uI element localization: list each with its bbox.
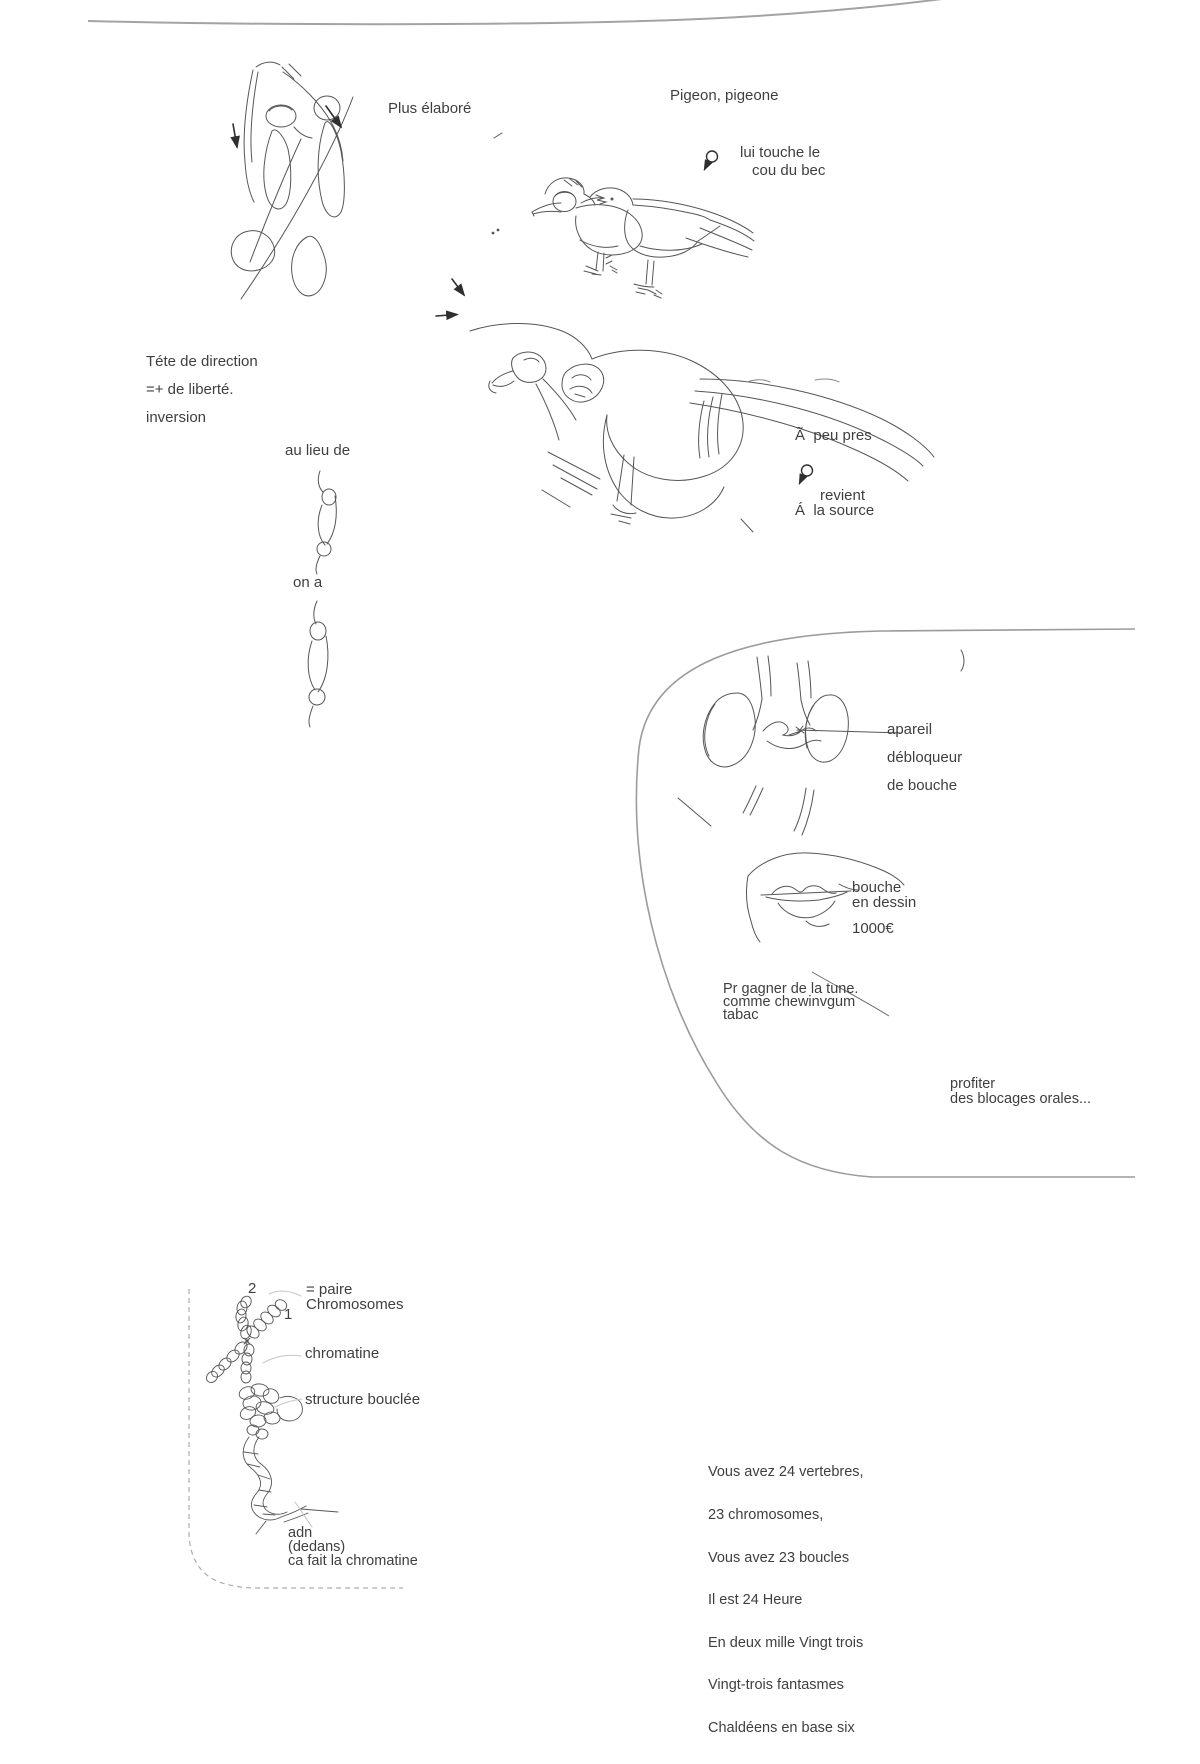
poem-line: Chaldéens en base six	[708, 1719, 855, 1736]
label-pigeon-pigeone: Pigeon, pigeone	[670, 87, 779, 104]
arrow-right-icon	[436, 315, 457, 317]
figure-sketch	[231, 62, 353, 299]
arrow-diagonal-icon	[452, 279, 464, 295]
pin-arrow-icon	[705, 151, 718, 170]
poem-line: Il est 24 Heure	[708, 1592, 803, 1609]
arrow-down-icon	[233, 124, 237, 147]
face-sketch	[678, 650, 964, 835]
label-bouche: bouche	[852, 879, 902, 896]
label-paire: = paire	[306, 1281, 353, 1298]
label-dedans: (dedans)	[288, 1539, 346, 1555]
label-structure-bouclee: structure bouclée	[305, 1391, 421, 1408]
label-gagner-2: comme chewinvgum	[723, 994, 856, 1010]
label-en-dessin: en dessin	[852, 894, 917, 911]
poem-line: Vingt-trois fantasmes	[708, 1677, 844, 1694]
label-gagner-1: Pr gagner de la tune.	[723, 981, 859, 997]
label-lui-touche-2: cou du bec	[752, 162, 826, 179]
arrow-diagonal-icon	[326, 106, 341, 127]
label-tete-direction: Téte de direction	[146, 353, 258, 370]
label-lui-touche-1: lui touche le	[740, 144, 821, 161]
label-de-bouche: de bouche	[887, 777, 958, 794]
label-adn: adn	[288, 1525, 313, 1541]
label-inversion: inversion	[146, 409, 207, 426]
chromosome-sketch	[204, 1294, 338, 1534]
label-num-2: 2	[248, 1280, 257, 1297]
direction-arrow-icons	[233, 106, 464, 316]
poem-line: 23 chromosomes,	[708, 1507, 824, 1523]
label-plus-elabore: Plus élaboré	[388, 100, 472, 117]
poem-line: Vous avez 24 vertebres,	[708, 1464, 864, 1481]
twist-sketch-2	[308, 601, 328, 727]
label-au-lieu-de: au lieu de	[285, 442, 351, 459]
label-profiter-2: des blocages orales...	[950, 1091, 1092, 1107]
label-gagner-3: tabac	[723, 1007, 759, 1023]
label-on-a: on a	[293, 574, 323, 591]
label-chromatine: chromatine	[305, 1345, 380, 1362]
label-chromatine-note: ca fait la chromatine	[288, 1553, 418, 1569]
poem-block	[708, 1437, 864, 1764]
label-a-peu-pres: Ã peu pres	[795, 427, 872, 444]
top-curve-line	[88, 0, 942, 24]
poem-line: En deux mille Vingt trois	[708, 1634, 864, 1651]
label-prix: 1000€	[852, 920, 894, 937]
label-revient: revient	[820, 487, 866, 504]
label-profiter-1: profiter	[950, 1076, 996, 1092]
label-chromosomes: Chromosomes	[306, 1296, 404, 1313]
poem-line: Vous avez 23 boucles	[708, 1549, 850, 1566]
pin-arrow-icon	[800, 465, 813, 484]
label-apareil: apareil	[887, 721, 933, 738]
label-debloqueur: débloqueur	[887, 749, 963, 766]
label-a-la-source: Á la source	[795, 502, 875, 519]
label-num-1: 1	[284, 1306, 293, 1323]
label-liberte: =+ de liberté.	[146, 381, 234, 398]
twist-sketch-1	[316, 471, 336, 574]
pigeon-pair-sketch	[492, 133, 754, 298]
